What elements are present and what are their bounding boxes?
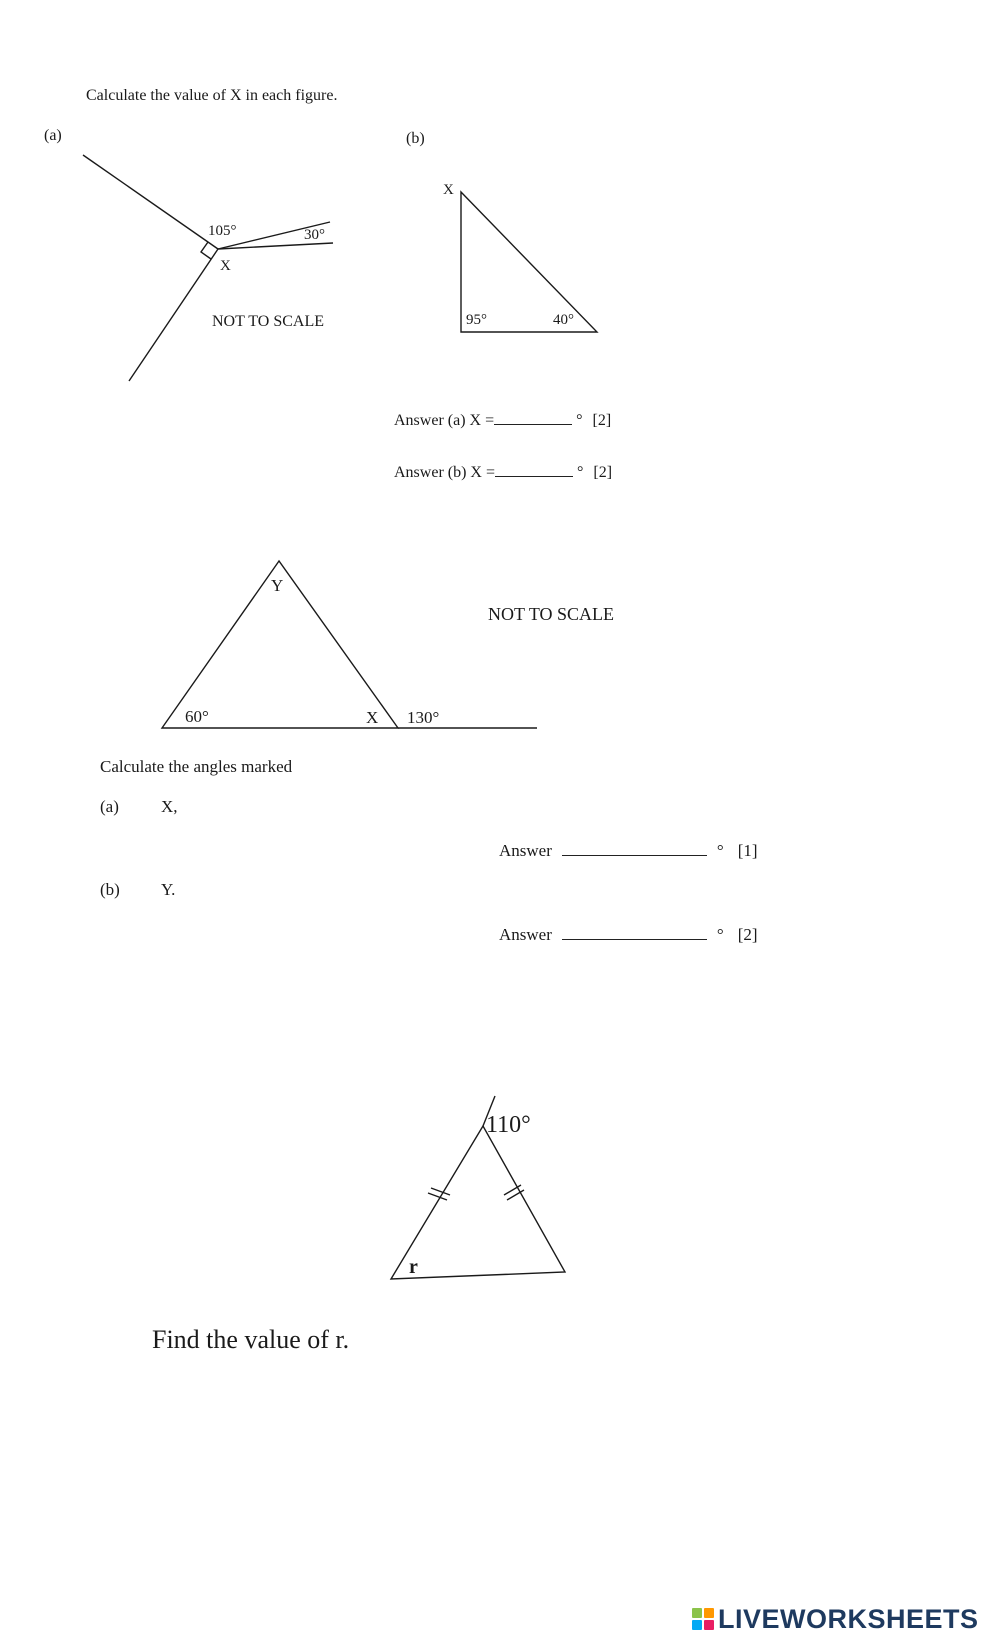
fig-a-line-lower xyxy=(129,249,218,381)
q1-answer-a xyxy=(394,412,611,430)
q2-answer-a-marks: [1] xyxy=(737,841,758,860)
q2-part-b-var: Y. xyxy=(161,880,176,899)
fig-a-right-angle-mark xyxy=(201,242,211,259)
q2-angle-130: 130° xyxy=(407,708,440,727)
fig-b-angle-95: 95° xyxy=(466,312,487,328)
q2-answer-a xyxy=(499,841,758,861)
q3-angle-110: 110° xyxy=(486,1112,531,1138)
fig-a-angle-30: 30° xyxy=(304,227,325,243)
q2-answer-b-unit: ° xyxy=(716,925,724,944)
q1-answer-a-text: Answer (a) X = xyxy=(394,412,495,429)
q2-y-label: Y xyxy=(271,576,284,595)
q2-answer-b xyxy=(499,925,758,945)
q2-not-to-scale: NOT TO SCALE xyxy=(488,604,615,624)
q1-answer-b-text: Answer (b) X = xyxy=(394,464,495,481)
fig-b-x-label: X xyxy=(443,182,454,198)
q1-part-a-label: (a) xyxy=(44,127,62,144)
q2-answer-a-text: Answer xyxy=(499,841,552,860)
logo-square-2 xyxy=(704,1608,714,1618)
q2-answer-b-text: Answer xyxy=(499,925,552,944)
q1-answer-a-marks: [2] xyxy=(592,412,612,429)
logo-square-4 xyxy=(704,1620,714,1630)
q2-answer-b-blank[interactable] xyxy=(562,939,707,940)
q2-x-label: X xyxy=(366,708,379,727)
logo-square-3 xyxy=(692,1620,702,1630)
fig-a-angle-105: 105° xyxy=(208,223,237,239)
q1-answer-a-unit: ° xyxy=(576,412,583,429)
q3-r-label: r xyxy=(409,1256,418,1278)
q2-answer-b-marks: [2] xyxy=(737,925,758,944)
q2-part-a-var: X, xyxy=(161,797,178,816)
liveworksheets-logo-icon xyxy=(692,1608,714,1630)
q1-part-b-label: (b) xyxy=(406,130,425,147)
liveworksheets-brand: LIVEWORKSHEETS xyxy=(718,1603,979,1634)
q2-instruction: Calculate the angles marked xyxy=(100,757,293,776)
q2-answer-a-unit: ° xyxy=(716,841,724,860)
fig-a-x-label: X xyxy=(220,258,231,274)
liveworksheets-logo xyxy=(692,1604,979,1634)
fig-a-line-upper-left xyxy=(83,155,218,249)
logo-square-1 xyxy=(692,1608,702,1618)
q1-answer-b-blank[interactable] xyxy=(495,476,573,477)
q1-answer-b-unit: ° xyxy=(577,464,584,481)
q2-answer-a-blank[interactable] xyxy=(562,855,707,856)
q1-answer-b xyxy=(394,464,612,482)
q1-answer-b-marks: [2] xyxy=(593,464,613,481)
q3-tick-marks-right xyxy=(504,1185,524,1200)
fig-b-triangle xyxy=(461,192,597,332)
fig-a-not-to-scale: NOT TO SCALE xyxy=(212,313,325,330)
q2-part-b-label: (b) xyxy=(100,880,120,899)
q3-instruction: Find the value of r. xyxy=(152,1325,350,1354)
fig-b-angle-40: 40° xyxy=(553,312,574,328)
q1-instruction: Calculate the value of X in each figure. xyxy=(86,87,338,104)
q2-part-a-label: (a) xyxy=(100,797,119,816)
q2-angle-60: 60° xyxy=(185,707,209,726)
q1-answer-a-blank[interactable] xyxy=(494,424,572,425)
